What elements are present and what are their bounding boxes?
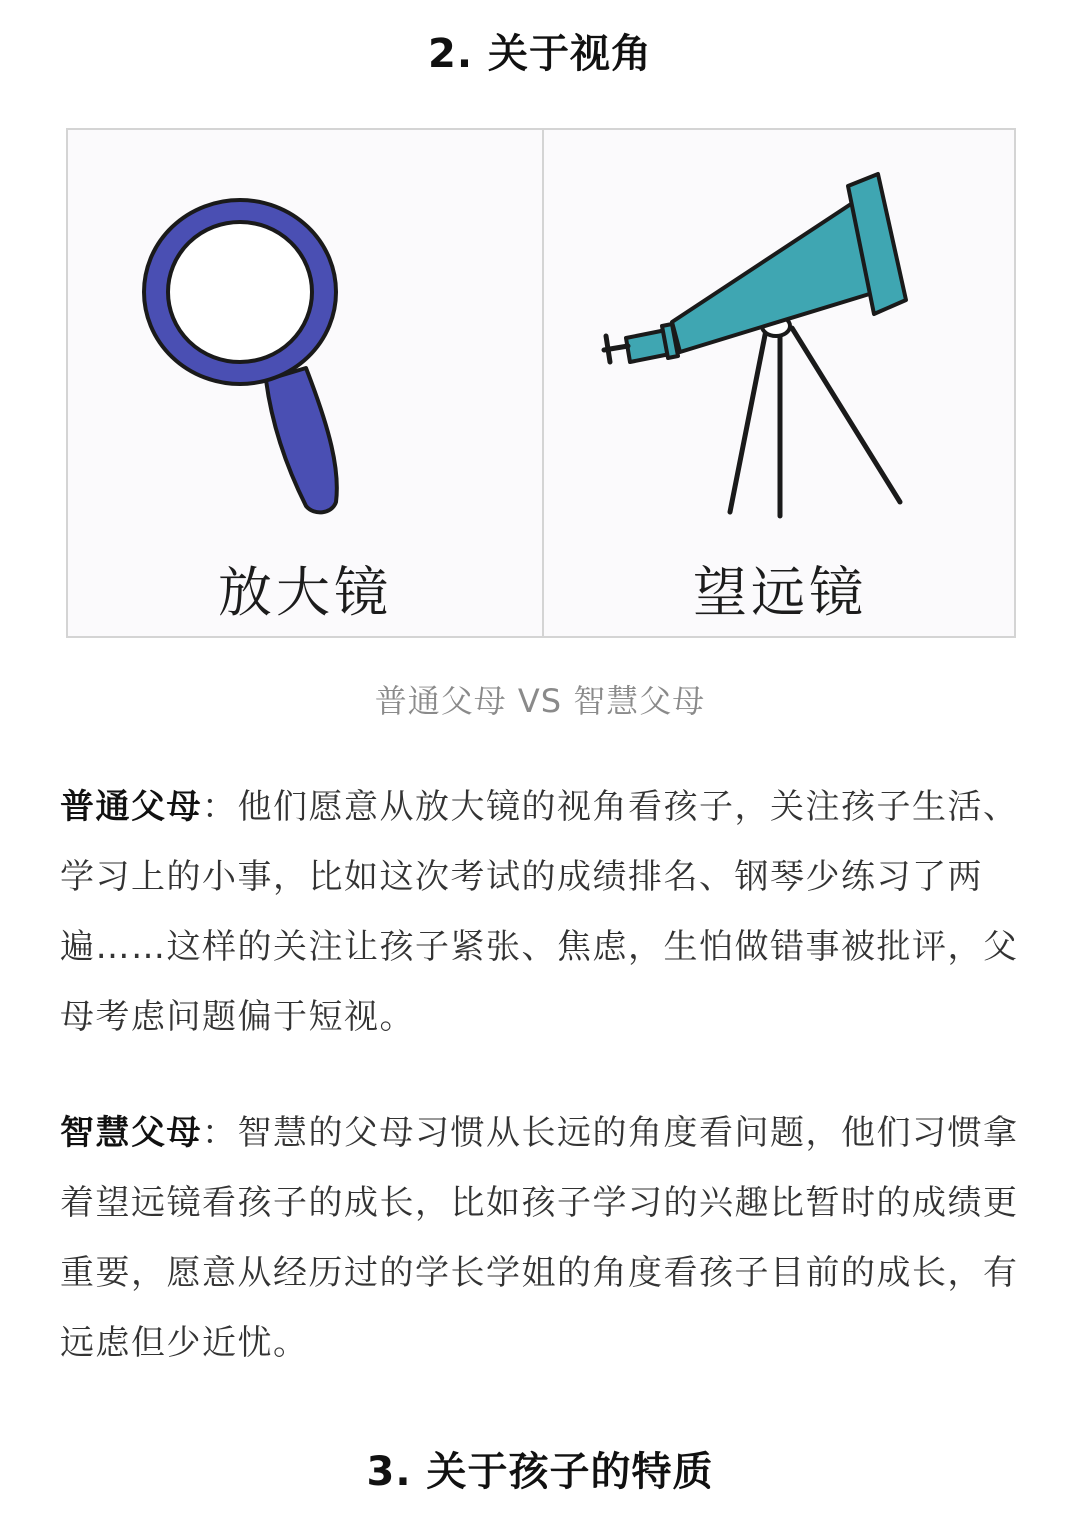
paragraph-lead: 普通父母	[60, 787, 202, 827]
wise-parents-paragraph	[60, 1098, 1020, 1378]
comparison-illustration	[66, 128, 1016, 638]
magnifier-panel	[68, 130, 542, 636]
section-heading-child-traits: 3. 关于孩子的特质	[366, 1449, 714, 1495]
telescope-label: 望远镜	[693, 561, 867, 624]
paragraph-body: ：智慧的父母习惯从长远的角度看问题，他们习惯拿着望远镜看孩子的成长，比如孩子学习的兴趣比暂时的成绩更重要，愿意从经历过的学长学姐的角度看孩子目前的成长，有远虑但少近忧。	[60, 1113, 1019, 1363]
figure-caption: 普通父母 VS 智慧父母	[374, 682, 706, 720]
magnifier-label: 放大镜	[218, 561, 392, 624]
paragraph-lead: 智慧父母	[60, 1113, 202, 1153]
ordinary-parents-paragraph	[60, 772, 1020, 1052]
section-heading-perspective: 2. 关于视角	[428, 31, 652, 77]
telescope-panel	[542, 130, 1016, 636]
paragraph-body: ：他们愿意从放大镜的视角看孩子，关注孩子生活、学习上的小事，比如这次考试的成绩排名、钢琴少练习了两遍……这样的关注让孩子紧张、焦虑，生怕做错事被批评，父母考虑问题偏于短视。	[60, 787, 1019, 1037]
